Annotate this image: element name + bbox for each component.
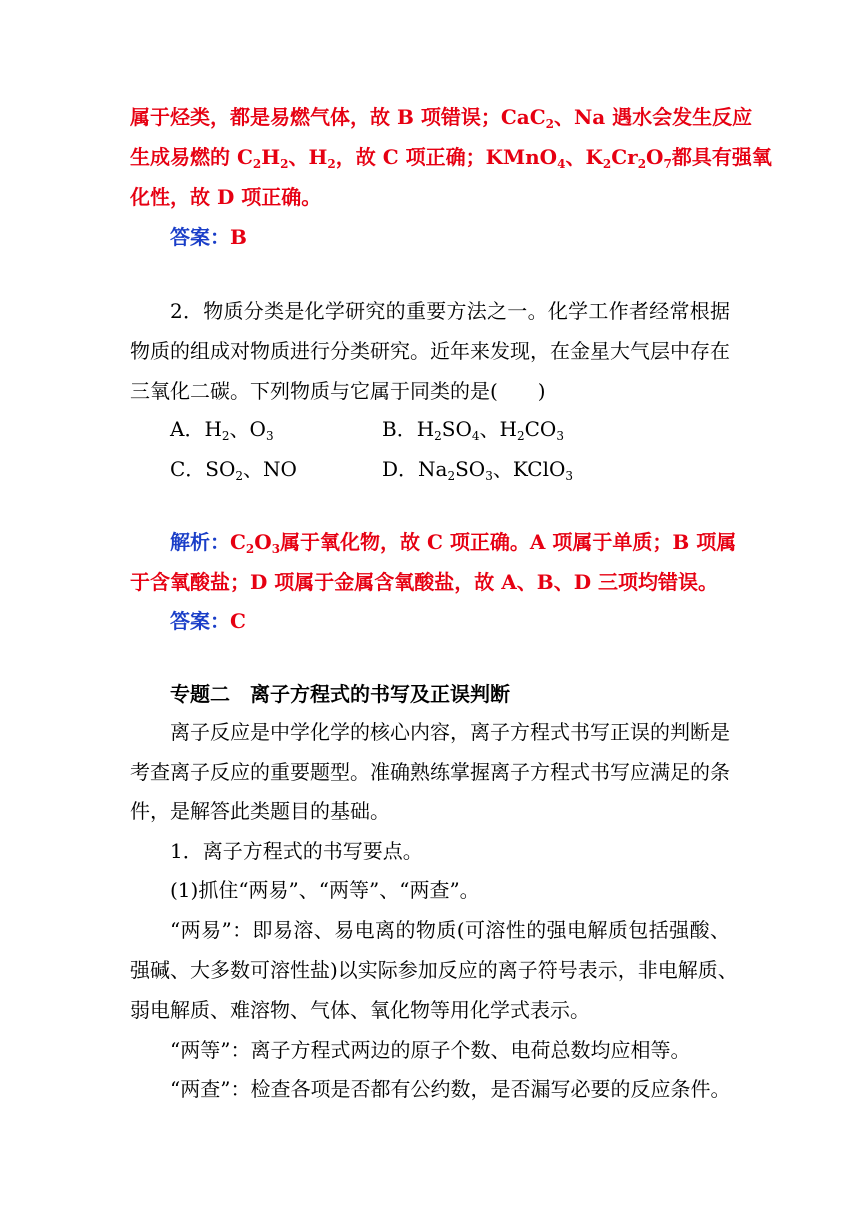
paragraph-line: 件，是解答此类题目的基础。	[130, 799, 390, 823]
option-b: B．$H_2SO_4$、$H_2CO_3$	[382, 417, 564, 443]
explanation-2-line-2: 于含氧酸盐；D 项属于金属含氧酸盐，故 A、B、D 三项均错误。	[130, 570, 718, 594]
paragraph-line: 离子反应是中学化学的核心内容，离子方程式书写正误的判断是	[170, 720, 730, 744]
answer-1	[170, 222, 770, 252]
explanation-label: 解析：	[170, 530, 230, 554]
answer-2	[170, 606, 770, 636]
option-c: C．$SO_2$、NO	[170, 457, 297, 483]
explanation-1-line-3: 化性，故 D 项正确。	[130, 185, 322, 209]
paragraph-line: 弱电解质、难溶物、气体、氧化物等用化学式表示。	[130, 998, 590, 1022]
question-2-line-2: 物质的组成对物质进行分类研究。近年来发现，在金星大气层中存在	[130, 339, 730, 363]
explanation-2-line-1: 解析：$C_2O_3$属于氧化物，故 C 项正确。A 项属于单质；B 项属	[170, 530, 737, 556]
question-2-line-3: 三氧化二碳。下列物质与它属于同类的是( )	[130, 379, 546, 403]
option-a: A．$H_2$、$O_3$	[170, 417, 274, 443]
answer-label: 答案：	[170, 609, 230, 633]
answer-value: C	[230, 609, 246, 633]
list-item: 1．离子方程式的书写要点。	[170, 839, 423, 863]
answer-value: B	[230, 225, 247, 249]
paragraph-line: “两易”：即易溶、易电离的物质(可溶性的强电解质包括强酸、	[170, 918, 730, 942]
paragraph-line: “两查”：检查各项是否都有公约数，是否漏写必要的反应条件。	[170, 1077, 731, 1101]
option-d: D．$Na_2SO_3$、KClO$_3$	[382, 457, 573, 483]
paragraph-line: 考查离子反应的重要题型。准确熟练掌握离子方程式书写应满足的条	[130, 760, 730, 784]
answer-label: 答案：	[170, 225, 230, 249]
list-item: (1)抓住“两易”、“两等”、“两查”。	[170, 878, 480, 902]
paragraph-line: 强碱、大多数可溶性盐)以实际参加反应的离子符号表示，非电解质、	[130, 958, 738, 982]
explanation-1-line-2: 生成易燃的 $C_2H_2$、$H_2$，故 C 项正确；KMnO$_4$、$K_2Cr_2O_7$都具有强氧	[130, 145, 772, 171]
section-heading: 专题二 离子方程式的书写及正误判断	[170, 682, 510, 706]
question-2-line-1: 2．物质分类是化学研究的重要方法之一。化学工作者经常根据	[170, 299, 730, 323]
explanation-1-line-1: 属于烃类，都是易燃气体，故 B 项错误；CaC$_2$、Na 遇水会发生反应	[130, 105, 753, 131]
paragraph-line: “两等”：离子方程式两边的原子个数、电荷总数均应相等。	[170, 1038, 691, 1062]
